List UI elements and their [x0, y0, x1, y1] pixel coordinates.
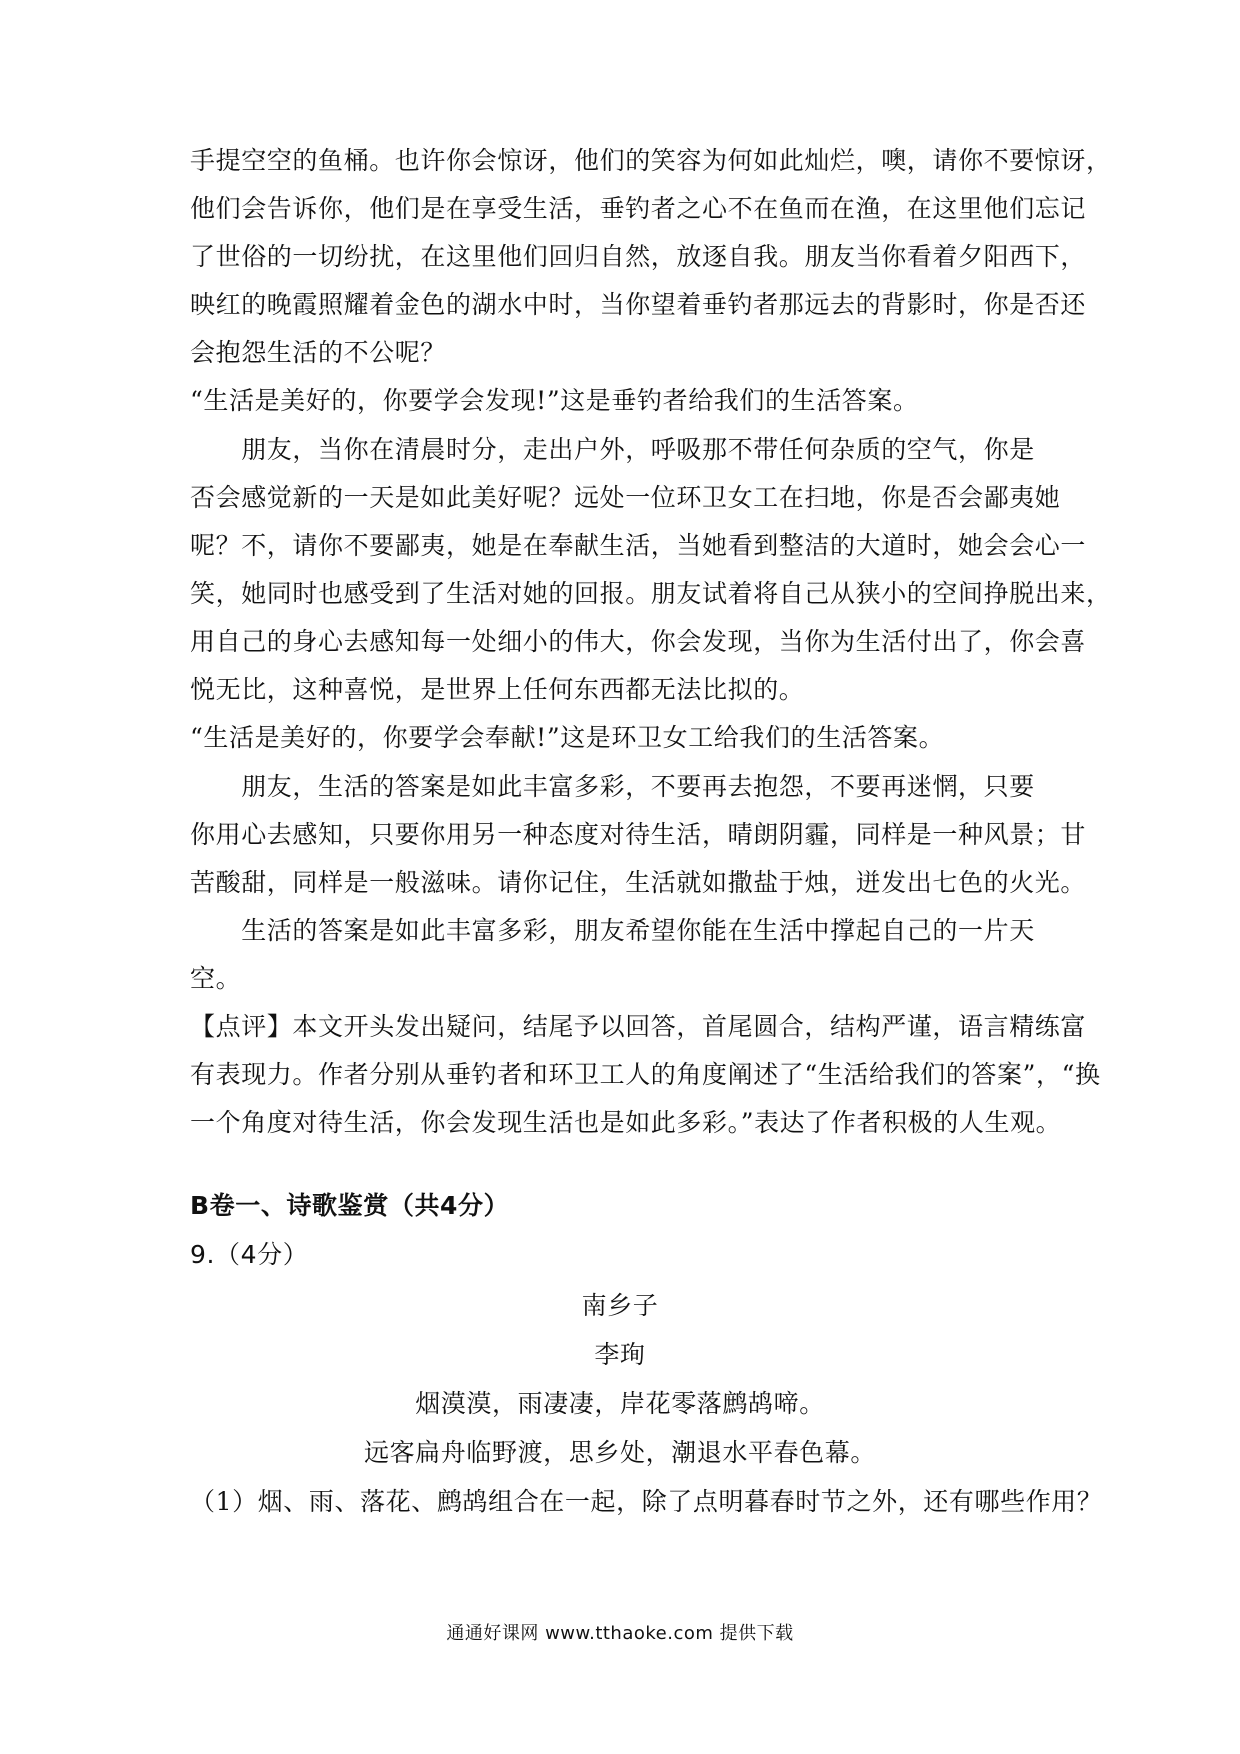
- essay-line: 了世俗的一切纷扰，在这里他们回归自然，放逐自我。朋友当你看着夕阳西下，: [190, 242, 1087, 271]
- essay-line: “生活是美好的，你要学会奉献!”这是环卫女工给我们的生活答案。: [190, 723, 945, 752]
- essay-line: 悦无比，这种喜悦，是世界上任何东西都无法比拟的。: [190, 675, 805, 704]
- section-heading: B卷一、诗歌鉴赏（共4分）: [190, 1191, 510, 1220]
- essay-line: 朋友，生活的答案是如此丰富多彩，不要再去抱怨，不要再迷惘，只要: [190, 772, 1035, 801]
- essay-line: 生活的答案是如此丰富多彩，朋友希望你能在生活中撑起自己的一片天: [190, 916, 1035, 945]
- essay-line: 他们会告诉你，他们是在享受生活，垂钓者之心不在鱼而在渔，在这里他们忘记: [190, 194, 1087, 223]
- essay-line: 用自己的身心去感知每一处细小的伟大，你会发现，当你为生活付出了，你会喜: [190, 627, 1087, 656]
- poem-line: 远客扁舟临野渡，思乡处，潮退水平春色幕。: [363, 1438, 876, 1467]
- essay-line: 会抱怨生活的不公呢？: [190, 338, 447, 367]
- essay-line: “生活是美好的，你要学会发现!”这是垂钓者给我们的生活答案。: [190, 386, 919, 415]
- commentary-line: 有表现力。作者分别从垂钓者和环卫工人的角度阐述了“生活给我们的答案”，“换: [190, 1060, 1101, 1089]
- essay-line: 苦酸甜，同样是一般滋味。请你记住，生活就如撒盐于烛，迸发出七色的火光。: [190, 868, 1087, 897]
- page-footer: 通通好课网 www.tthaoke.com 提供下载: [446, 1623, 794, 1644]
- sub-question: （1）烟、雨、落花、鹧鸪组合在一起，除了点明暮春时节之外，还有哪些作用？: [190, 1487, 1103, 1516]
- essay-line: 呢？不，请你不要鄙夷，她是在奉献生活，当她看到整洁的大道时，她会会心一: [190, 531, 1087, 560]
- essay-line: 你用心去感知，只要你用另一种态度对待生活，晴朗阴霾，同样是一种风景；甘: [190, 820, 1087, 849]
- essay-line: 映红的晚霞照耀着金色的湖水中时，当你望着垂钓者那远去的背影时，你是否还: [190, 290, 1087, 319]
- essay-line: 笑，她同时也感受到了生活对她的回报。朋友试着将自己从狭小的空间挣脱出来，: [190, 579, 1112, 608]
- commentary-line: 一个角度对待生活，你会发现生活也是如此多彩。”表达了作者积极的人生观。: [190, 1108, 1062, 1137]
- essay-line: 手提空空的鱼桶。也许你会惊讶，他们的笑容为何如此灿烂，噢，请你不要惊讶，: [190, 146, 1112, 175]
- poem-author: 李珣: [594, 1340, 646, 1369]
- essay-line: 否会感觉新的一天是如此美好呢？远处一位环卫女工在扫地，你是否会鄙夷她: [190, 483, 1061, 512]
- essay-line: 朋友，当你在清晨时分，走出户外，呼吸那不带任何杂质的空气，你是: [190, 435, 1035, 464]
- essay-line: 空。: [190, 964, 242, 993]
- commentary-line: 【点评】本文开头发出疑问，结尾予以回答，首尾圆合，结构严谨，语言精练富: [190, 1012, 1087, 1041]
- poem-line: 烟漠漠，雨凄凄，岸花零落鹧鸪啼。: [415, 1389, 825, 1418]
- question-number: 9.（4分）: [190, 1240, 309, 1269]
- poem-title: 南乡子: [581, 1291, 659, 1320]
